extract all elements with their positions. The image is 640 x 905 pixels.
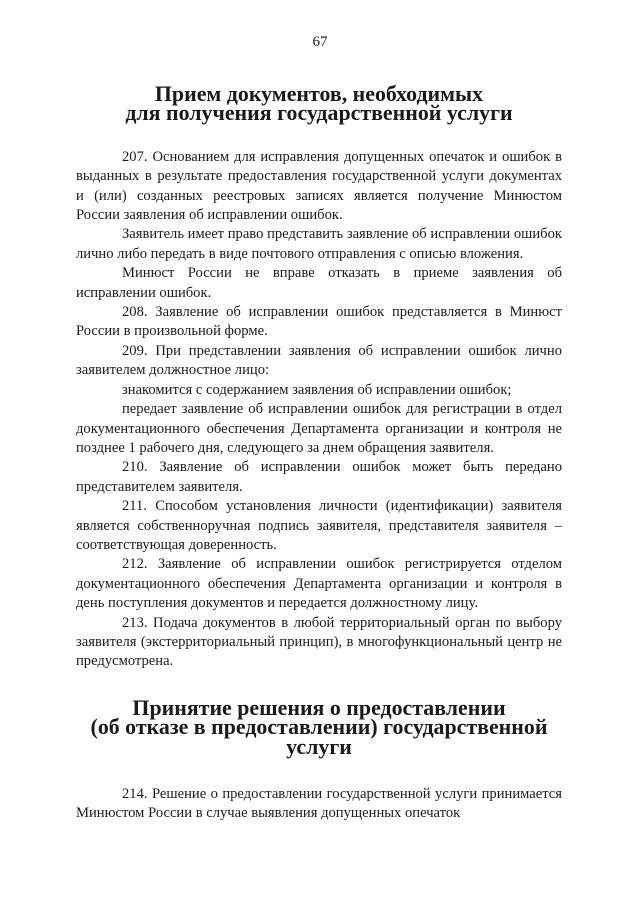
paragraph-210: 210. Заявление об исправлении ошибок может быть передано представителем заявителя.: [76, 459, 562, 495]
paragraph-212: 212. Заявление об исправлении ошибок регистрируется отделом документационного обеспечения Департамента организации и контроля в день поступления документов и передается должностному лицу.: [76, 556, 562, 612]
paragraph-209-item-2: передает заявление об исправлении ошибок для регистрации в отдел документационного обеспечения Департамента организации и контроля не позднее 1 рабочего дня, следующего за днем обращения заявителя.: [76, 401, 562, 456]
section-heading-document-intake: [76, 81, 562, 126]
section-heading-decision: [76, 694, 562, 759]
paragraph-208: 208. Заявление об исправлении ошибок представляется в Минюст России в произвольной форме.: [76, 304, 562, 340]
paragraph-209: 209. При представлении заявления об исправлении ошибок лично заявителем должностное лицо:: [76, 342, 562, 379]
page-number: 67: [312, 34, 328, 50]
paragraph-applicant-right: Заявитель имеет право представить заявление об исправлении ошибок лично либо передать в виде почтового отправления с описью вложения.: [76, 226, 562, 262]
paragraph-207: 207. Основанием для исправления допущенных опечаток и ошибок в выданных в результате предоставления государственной услуги документах и (или) созданных реестровых записях является получение Минюстом России заявления об исправлении ошибок.: [76, 148, 562, 224]
paragraph-no-refusal: Минюст России не вправе отказать в приеме заявления об исправлении ошибок.: [76, 265, 562, 301]
paragraph-214: 214. Решение о предоставлении государственной услуги принимается Минюстом России в случае выявления допущенных опечаток: [76, 786, 562, 822]
paragraph-209-item-1: знакомится с содержанием заявления об исправлении ошибок;: [122, 381, 512, 398]
section-heading-line-2: для получения государственной услуги: [125, 100, 513, 126]
document-body: [76, 81, 562, 824]
section-heading-line-2: (об отказе в предоставлении) государственной услуги: [90, 714, 548, 759]
paragraph-211: 211. Способом установления личности (идентификации) заявителя является собственноручная подпись заявителя, представителя заявителя – соответствующая доверенность.: [76, 498, 562, 553]
section-heading-line-1: Прием документов, необходимых: [154, 81, 484, 106]
paragraph-213: 213. Подача документов в любой территориальный орган по выбору заявителя (экстерриториальный принцип), в многофункциональный центр не предусмотрена.: [76, 614, 562, 670]
section-heading-line-1: Принятие решения о предоставлении: [132, 694, 506, 720]
